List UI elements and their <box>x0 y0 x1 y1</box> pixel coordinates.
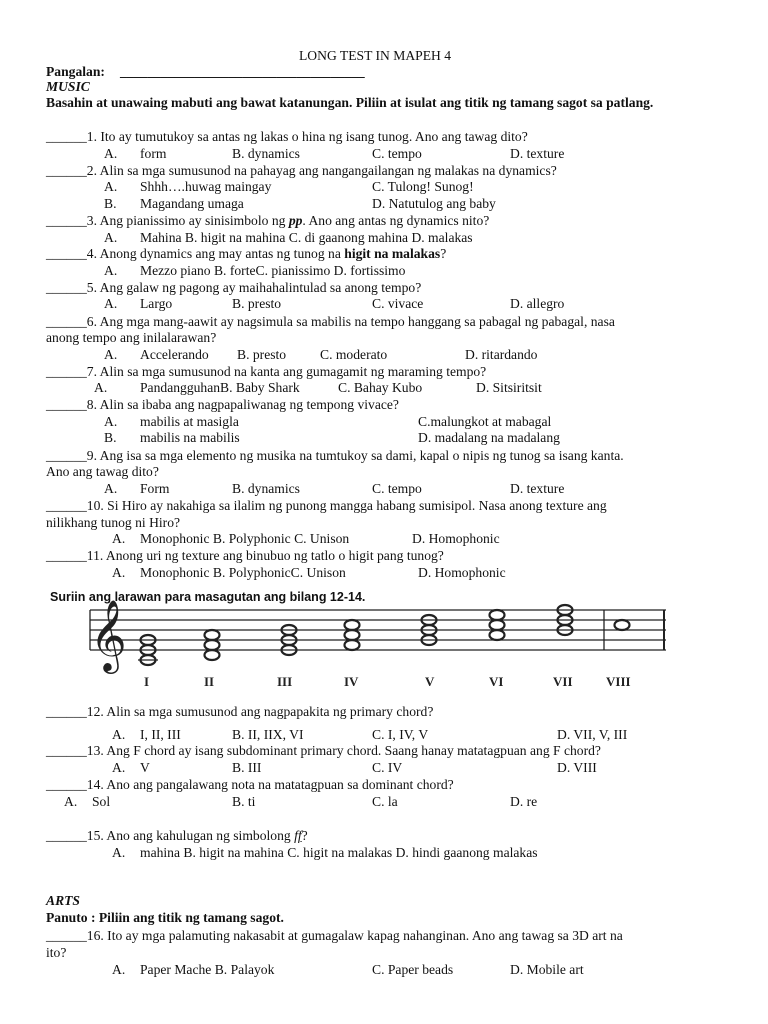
q9-option-d: D. texture <box>510 481 565 496</box>
name-line[interactable]: ____________________________________ <box>120 64 365 79</box>
q12-option-d: D. VII, V, III <box>557 727 628 742</box>
roman-numeral-label: III <box>277 674 293 689</box>
question-6: ______6. Ang mga mang-aawit ay nagsimula sa mabilis na tempo hanggang sa pabagal ng pabagal, nasa <box>46 314 615 329</box>
question-5: ______5. Ang galaw ng pagong ay maihahalintulad sa anong tempo? <box>46 280 422 295</box>
question-10: ______10. Si Hiro ay nakahiga sa ilalim ng punong mangga habang sumisipol. Nasa anong texture ang <box>46 498 607 513</box>
question-3: ______3. Ang pianissimo ay sinisimbolo ng pp. Ano ang antas ng dynamics nito? <box>46 213 490 228</box>
music-instruction: Basahin at unawaing mabuti ang bawat katanungan. Piliin at isulat ang titik ng tamang sagot sa patlang. <box>46 95 654 110</box>
q16-options-ab: Paper Mache B. Palayok <box>140 962 275 977</box>
q8-option-a-letter: A. <box>104 414 118 429</box>
q2-option-a-letter: A. <box>104 179 118 194</box>
q8-option-b: mabilis na mabilis <box>140 430 240 445</box>
q16-option-a-letter: A. <box>112 962 126 977</box>
q4-option-a-letter: A. <box>104 263 118 278</box>
q6-option-b: B. presto <box>237 347 287 362</box>
question-10-cont: nilikhang tunog ni Hiro? <box>46 515 181 530</box>
treble-clef-icon: 𝄞 <box>90 598 127 671</box>
q11-option-d: D. Homophonic <box>418 565 506 580</box>
q5-option-a: Largo <box>140 296 173 311</box>
q1-option-d: D. texture <box>510 146 565 161</box>
q16-option-d: D. Mobile art <box>510 962 584 977</box>
q4-options: Mezzo piano B. forteC. pianissimo D. fortissimo <box>140 263 406 278</box>
music-heading: MUSIC <box>46 79 90 94</box>
roman-numeral-label: IV <box>344 674 359 689</box>
q2-option-b-letter: B. <box>104 196 117 211</box>
whole-note <box>490 610 505 620</box>
q13-option-d: D. VIII <box>557 760 597 775</box>
q8-option-b-letter: B. <box>104 430 117 445</box>
q6-option-a-letter: A. <box>104 347 118 362</box>
q8-option-a: mabilis at masigla <box>140 414 239 429</box>
q1-option-a: form <box>140 146 167 161</box>
q3-options: Mahina B. higit na mahina C. di gaanong mahina D. malakas <box>140 230 473 245</box>
question-9-cont: Ano ang tawag dito? <box>46 464 159 479</box>
question-6-cont: anong tempo ang inilalarawan? <box>46 330 217 345</box>
q13-option-b: B. III <box>232 760 262 775</box>
roman-numeral-label: II <box>204 674 215 689</box>
whole-note <box>345 640 360 650</box>
q14-option-c: C. la <box>372 794 398 809</box>
q13-option-c: C. IV <box>372 760 403 775</box>
question-2: ______2. Alin sa mga sumusunod na pahayag ang nangangailangan ng malakas na dynamics? <box>46 163 557 178</box>
q7-option-c: C. Bahay Kubo <box>338 380 423 395</box>
q9-option-a-letter: A. <box>104 481 118 496</box>
roman-numeral-label: VI <box>489 674 504 689</box>
q9-option-a: Form <box>140 481 170 496</box>
q9-option-c: C. tempo <box>372 481 422 496</box>
q2-option-c: C. Tulong! Sunog! <box>372 179 474 194</box>
q2-option-b: Magandang umaga <box>140 196 244 211</box>
question-12: ______12. Alin sa mga sumusunod ang nagpapakita ng primary chord? <box>46 704 434 719</box>
question-15: ______15. Ano ang kahulugan ng simbolong ff? <box>46 828 308 843</box>
q16-option-c: C. Paper beads <box>372 962 454 977</box>
q7-option-a-letter: A. <box>94 380 108 395</box>
q12-option-a: I, II, III <box>140 727 181 742</box>
q11-options: Monophonic B. PolyphonicC. Unison <box>140 565 346 580</box>
q5-option-b: B. presto <box>232 296 282 311</box>
question-7: ______7. Alin sa mga sumusunod na kanta ang gumagamit ng maraming tempo? <box>46 364 487 379</box>
question-1: ______1. Ito ay tumutukoy sa antas ng lakas o hina ng isang tunog. Ano ang tawag dito? <box>46 129 528 144</box>
test-title: LONG TEST IN MAPEH 4 <box>299 48 452 63</box>
q12-option-c: C. I, IV, V <box>372 727 429 742</box>
roman-numeral-label: VII <box>553 674 573 689</box>
whole-note <box>615 620 630 630</box>
arts-heading: ARTS <box>46 893 80 908</box>
q2-option-d: D. Natutulog ang baby <box>372 196 496 211</box>
whole-note <box>205 650 220 660</box>
roman-numeral-label: V <box>425 674 435 689</box>
q3-option-a-letter: A. <box>104 230 118 245</box>
chord-staff-figure <box>46 586 666 690</box>
q1-option-a-letter: A. <box>104 146 118 161</box>
whole-note <box>490 620 505 630</box>
q15-option-a-letter: A. <box>112 845 126 860</box>
q14-option-a-letter: A. <box>64 794 78 809</box>
q8-option-d: D. madalang na madalang <box>418 430 560 445</box>
q7-option-d: D. Sitsiritsit <box>476 380 542 395</box>
q10-options: Monophonic B. Polyphonic C. Unison <box>140 531 350 546</box>
q12-option-b: B. II, IIX, VI <box>232 727 304 742</box>
q8-option-c: C.malungkot at mabagal <box>418 414 552 429</box>
q2-option-a: Shhh….huwag maingay <box>140 179 272 194</box>
q1-option-c: C. tempo <box>372 146 422 161</box>
figure-caption: Suriin ang larawan para masagutan ang bilang 12-14. <box>50 590 366 604</box>
q13-option-a: V <box>140 760 150 775</box>
q15-options: mahina B. higit na mahina C. higit na malakas D. hindi gaanong malakas <box>140 845 538 860</box>
q6-option-d: D. ritardando <box>465 347 538 362</box>
q14-option-d: D. re <box>510 794 538 809</box>
question-4: ______4. Anong dynamics ang may antas ng tunog na higit na malakas? <box>46 246 447 261</box>
question-11: ______11. Anong uri ng texture ang binubuo ng tatlo o higit pang tunog? <box>46 548 444 563</box>
q10-option-a-letter: A. <box>112 531 126 546</box>
whole-note <box>345 620 360 630</box>
q11-option-a-letter: A. <box>112 565 126 580</box>
q9-option-b: B. dynamics <box>232 481 300 496</box>
q7-option-ab: PandangguhanB. Baby Shark <box>140 380 300 395</box>
q5-option-c: C. vivace <box>372 296 424 311</box>
q6-option-c: C. moderato <box>320 347 388 362</box>
q13-option-a-letter: A. <box>112 760 126 775</box>
q1-option-b: B. dynamics <box>232 146 300 161</box>
question-16-cont: ito? <box>46 945 67 960</box>
q14-option-b: B. ti <box>232 794 256 809</box>
q5-option-a-letter: A. <box>104 296 118 311</box>
q10-option-d: D. Homophonic <box>412 531 500 546</box>
question-8: ______8. Alin sa ibaba ang nagpapaliwanag ng tempong vivace? <box>46 397 399 412</box>
roman-numeral-label: VIII <box>606 674 631 689</box>
question-16: ______16. Ito ay mga palamuting nakasabit at gumagalaw kapag nahanginan. Ano ang tawag sa 3D art na <box>46 928 623 943</box>
roman-numeral-label: I <box>144 674 150 689</box>
arts-instruction: Panuto : Piliin ang titik ng tamang sagot. <box>46 910 284 925</box>
whole-note <box>490 630 505 640</box>
whole-note <box>345 630 360 640</box>
whole-note <box>205 630 220 640</box>
question-9: ______9. Ang isa sa mga elemento ng musika na tumtukoy sa dami, kapal o nipis ng tunog sa isang kanta. <box>46 448 624 463</box>
question-14: ______14. Ano ang pangalawang nota na matatagpuan sa dominant chord? <box>46 777 454 792</box>
whole-note <box>205 640 220 650</box>
q14-option-a: Sol <box>92 794 111 809</box>
q6-option-a: Accelerando <box>140 347 209 362</box>
q5-option-d: D. allegro <box>510 296 565 311</box>
q12-option-a-letter: A. <box>112 727 126 742</box>
name-label: Pangalan: <box>46 64 105 79</box>
question-13: ______13. Ang F chord ay isang subdominant primary chord. Saang hanay matatagpuan ang F chord? <box>46 743 601 758</box>
